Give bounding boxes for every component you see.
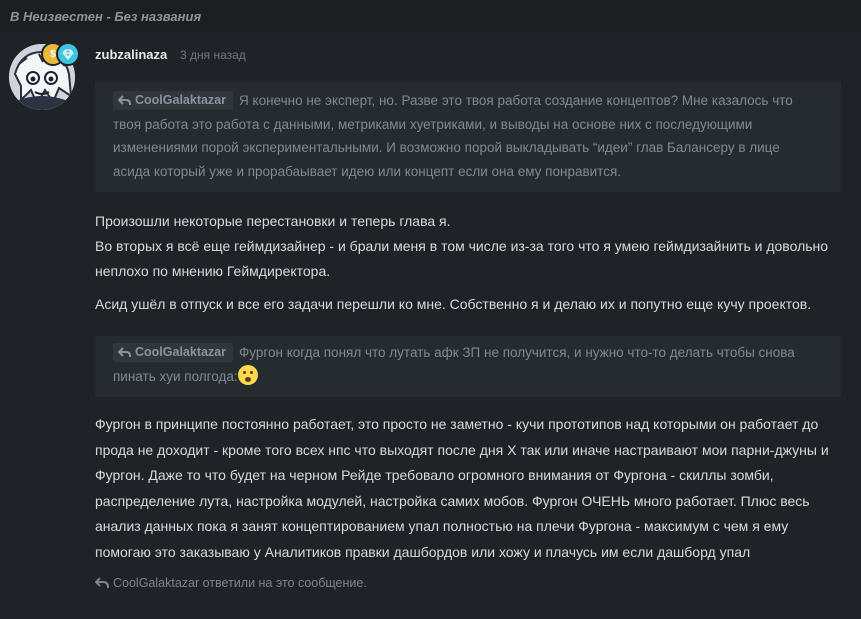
reply-arrow-icon [95, 577, 109, 589]
quote-author-name: CoolGalaktazar [135, 93, 227, 107]
message-paragraph [95, 209, 845, 284]
reply-arrow-icon [118, 95, 131, 106]
diamond-badge-icon[interactable] [56, 42, 80, 66]
topic-header [0, 0, 861, 32]
quote-text [113, 336, 819, 388]
message-line: Во вторых я всё еще геймдизайнер - и брали меня в том числе из-за того что я умею геймдизайнить и довольно неплохо по мнению Геймдиректора. [95, 238, 829, 279]
quote-author-name: CoolGalaktazar [135, 345, 227, 359]
anxious-face-emoji-icon [238, 365, 258, 385]
quote-block [95, 82, 841, 192]
quote-body: Я конечно не эксперт, но. Разве это твоя работа создание концептов? Мне казалось что твоя работа это работа с данными, метриками хуетриками, и выводы на основе них с последующими изменениями порой экспериментальными. И возможно порой выкладывать “идеи” глав Балансеру в лице асида который уже и прорабаывает идею или концепт если она ему понравится. [113, 93, 793, 179]
message-line: Произошли некоторые перестановки и теперь глава я. [95, 213, 451, 229]
message-paragraph: Асид ушёл в отпуск и все его задачи перешли ко мне. Собственно я и делаю их и попутно еще кучу проектов. [95, 296, 812, 312]
topic-title[interactable]: В Неизвестен - Без названия [10, 9, 202, 24]
post-timestamp[interactable]: 3 дня назад [180, 48, 246, 62]
replied-notice[interactable] [95, 576, 367, 590]
message-paragraph: Фургон в принципе постоянно работает, это просто не заметно - кучи прототипов над которыми он работает до прода не доходит - кроме того всех нпс что выходят после дня X так или иначе настраивают мои парни-джуны и Фургон. Даже то что будет на черном Рейде требовало огромного внимания от Фургона - скиллы зомби, распределение лута, настройка модулей, настройка самих мобов. Фургон ОЧЕНЬ много работает. Плюс весь анализ данных пока я занят концептированием упал полностью на плечи Фургона - максимум с чем я ему помогаю это заказываю у Аналитиков правки дашбордов или хожу и плачусь им если дашборд упал [95, 416, 829, 560]
post-author-username[interactable]: zubzalinaza [95, 47, 168, 62]
replied-notice-text: CoolGalaktazar ответили на это сообщение. [113, 576, 367, 590]
quote-author-button[interactable] [113, 91, 233, 110]
quote-author-button[interactable] [113, 343, 233, 362]
quote-body: Фургон когда понял что лутать афк ЗП не получится, и нужно что-то делать чтобы снова пинать хуи полгода: [113, 345, 795, 384]
reply-arrow-icon [118, 347, 131, 358]
quote-text [113, 82, 819, 183]
gold-award-badge-icon[interactable]: $ [41, 42, 65, 66]
diamond-icon [62, 49, 74, 60]
quote-block [95, 336, 841, 397]
